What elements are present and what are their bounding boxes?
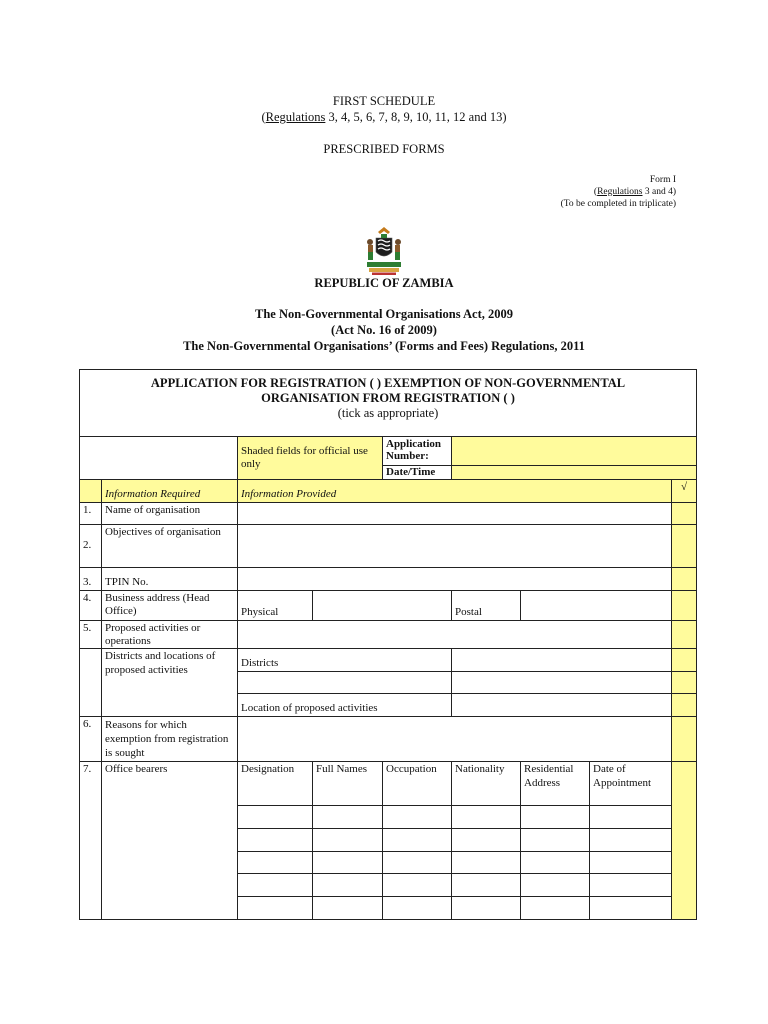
schedule-regulations bbox=[0, 110, 768, 125]
bearer-cell[interactable] bbox=[521, 897, 590, 920]
bearer-cell[interactable] bbox=[238, 829, 313, 852]
districts-extra-field-2[interactable] bbox=[452, 672, 672, 694]
row-2-number: 2. bbox=[80, 525, 102, 568]
districts-extra-field[interactable] bbox=[238, 672, 452, 694]
bearer-cell[interactable] bbox=[590, 874, 672, 897]
bearer-cell[interactable] bbox=[452, 874, 521, 897]
row-6-number: 6. bbox=[80, 717, 102, 762]
form-regs-open: ( bbox=[593, 187, 598, 197]
application-form-table bbox=[79, 369, 697, 920]
districts-field[interactable] bbox=[452, 649, 672, 672]
row-5-tick[interactable] bbox=[672, 621, 697, 649]
row-2-label: Objectives of organisation bbox=[102, 525, 238, 568]
col-date-of-appointment: Date of Appointment bbox=[590, 762, 672, 806]
bearer-cell[interactable] bbox=[383, 852, 452, 874]
bearer-cell[interactable] bbox=[590, 897, 672, 920]
row-4-number: 4. bbox=[80, 591, 102, 621]
bearer-cell[interactable] bbox=[383, 897, 452, 920]
row-7-tick[interactable] bbox=[672, 762, 697, 920]
tick-header: √ bbox=[672, 480, 697, 503]
regulations-link[interactable]: Regulations bbox=[265, 110, 326, 124]
prescribed-forms: PRESCRIBED FORMS bbox=[323, 142, 445, 156]
row-5b-number bbox=[80, 649, 102, 717]
col-designation: Designation bbox=[238, 762, 313, 806]
organisation-name-field[interactable] bbox=[238, 503, 672, 525]
row-5b-tick-2[interactable] bbox=[672, 672, 697, 694]
regs-list: 3, 4, 5, 6, 7, 8, 9, 10, 11, 12 and 13) bbox=[325, 110, 507, 124]
regulations-title: The Non-Governmental Organisations’ (Forms and Fees) Regulations, 2011 bbox=[183, 339, 585, 353]
row-5b-label: Districts and locations of proposed activities bbox=[102, 649, 238, 717]
bearer-cell[interactable] bbox=[238, 874, 313, 897]
row-3-label: TPIN No. bbox=[102, 568, 238, 591]
location-label: Location of proposed activities bbox=[238, 694, 452, 717]
bearer-cell[interactable] bbox=[521, 806, 590, 829]
bearer-cell[interactable] bbox=[590, 829, 672, 852]
postal-address-field[interactable] bbox=[521, 591, 672, 621]
bearer-cell[interactable] bbox=[313, 874, 383, 897]
row-1-number: 1. bbox=[80, 503, 102, 525]
row-3-number: 3. bbox=[80, 568, 102, 591]
row-5-label: Proposed activities or operations bbox=[102, 621, 238, 649]
form-heading bbox=[80, 370, 697, 437]
col-occupation: Occupation bbox=[383, 762, 452, 806]
col-residential-address: Residential Address bbox=[521, 762, 590, 806]
physical-address-field[interactable] bbox=[313, 591, 452, 621]
triplicate-note: (To be completed in triplicate) bbox=[560, 199, 676, 209]
form-regs-list: 3 and 4) bbox=[642, 187, 676, 197]
bearer-cell[interactable] bbox=[238, 897, 313, 920]
bearer-cell[interactable] bbox=[313, 829, 383, 852]
num-header bbox=[80, 480, 102, 503]
bearer-cell[interactable] bbox=[452, 897, 521, 920]
row-6-tick[interactable] bbox=[672, 717, 697, 762]
bearer-cell[interactable] bbox=[452, 829, 521, 852]
form-regulations-link[interactable]: Regulations bbox=[597, 187, 643, 197]
bearer-cell[interactable] bbox=[521, 829, 590, 852]
objectives-field[interactable] bbox=[238, 525, 672, 568]
republic-heading: REPUBLIC OF ZAMBIA bbox=[314, 276, 454, 290]
coat-of-arms-icon bbox=[362, 226, 406, 276]
row-2-tick[interactable] bbox=[672, 525, 697, 568]
date-time-label: Date/Time bbox=[383, 466, 452, 480]
bearer-cell[interactable] bbox=[521, 874, 590, 897]
postal-label: Postal bbox=[452, 591, 521, 621]
row-4-tick[interactable] bbox=[672, 591, 697, 621]
form-regulations bbox=[594, 186, 676, 198]
blank-cell bbox=[80, 437, 238, 480]
info-provided-header: Information Provided bbox=[238, 480, 672, 503]
row-4-label: Business address (Head Office) bbox=[102, 591, 238, 621]
info-required-header: Information Required bbox=[102, 480, 238, 503]
heading-line-2: ORGANISATION FROM REGISTRATION ( ) bbox=[261, 391, 515, 405]
row-1-label: Name of organisation bbox=[102, 503, 238, 525]
application-number-label: Application Number: bbox=[383, 437, 452, 466]
col-full-names: Full Names bbox=[313, 762, 383, 806]
bearer-cell[interactable] bbox=[383, 874, 452, 897]
act-title: The Non-Governmental Organisations Act, 2009 bbox=[255, 307, 513, 321]
row-7-number: 7. bbox=[80, 762, 102, 920]
bearer-cell[interactable] bbox=[590, 806, 672, 829]
bearer-cell[interactable] bbox=[521, 852, 590, 874]
bearer-cell[interactable] bbox=[313, 806, 383, 829]
row-3-tick[interactable] bbox=[672, 568, 697, 591]
districts-label: Districts bbox=[238, 649, 452, 672]
col-nationality: Nationality bbox=[452, 762, 521, 806]
activities-field[interactable] bbox=[238, 621, 672, 649]
application-number-field[interactable] bbox=[452, 437, 697, 466]
row-5b-tick-3[interactable] bbox=[672, 694, 697, 717]
row-7-label: Office bearers bbox=[102, 762, 238, 920]
row-5-number: 5. bbox=[80, 621, 102, 649]
bearer-cell[interactable] bbox=[238, 806, 313, 829]
tpin-field[interactable] bbox=[238, 568, 672, 591]
heading-line-1: APPLICATION FOR REGISTRATION ( ) EXEMPTION OF NON-GOVERNMENTAL bbox=[150, 376, 626, 390]
act-number: (Act No. 16 of 2009) bbox=[331, 323, 437, 337]
shaded-note: Shaded fields for official use only bbox=[238, 437, 383, 480]
bearer-cell[interactable] bbox=[313, 852, 383, 874]
schedule-title: FIRST SCHEDULE bbox=[332, 94, 436, 108]
tick-instruction: (tick as appropriate) bbox=[337, 406, 439, 420]
row-1-tick[interactable] bbox=[672, 503, 697, 525]
bearer-cell[interactable] bbox=[313, 897, 383, 920]
row-6-label: Reasons for which exemption from registration is sought bbox=[102, 717, 238, 762]
bearer-cell[interactable] bbox=[383, 829, 452, 852]
exemption-reasons-field[interactable] bbox=[238, 717, 672, 762]
bearer-cell[interactable] bbox=[452, 852, 521, 874]
bearer-cell[interactable] bbox=[238, 852, 313, 874]
date-time-field[interactable] bbox=[452, 466, 697, 480]
bearer-cell[interactable] bbox=[590, 852, 672, 874]
location-field[interactable] bbox=[452, 694, 672, 717]
regs-open: ( bbox=[261, 110, 266, 124]
bearer-cell[interactable] bbox=[383, 806, 452, 829]
physical-label: Physical bbox=[238, 591, 313, 621]
bearer-cell[interactable] bbox=[452, 806, 521, 829]
form-number: Form I bbox=[649, 175, 676, 185]
row-5b-tick-1[interactable] bbox=[672, 649, 697, 672]
